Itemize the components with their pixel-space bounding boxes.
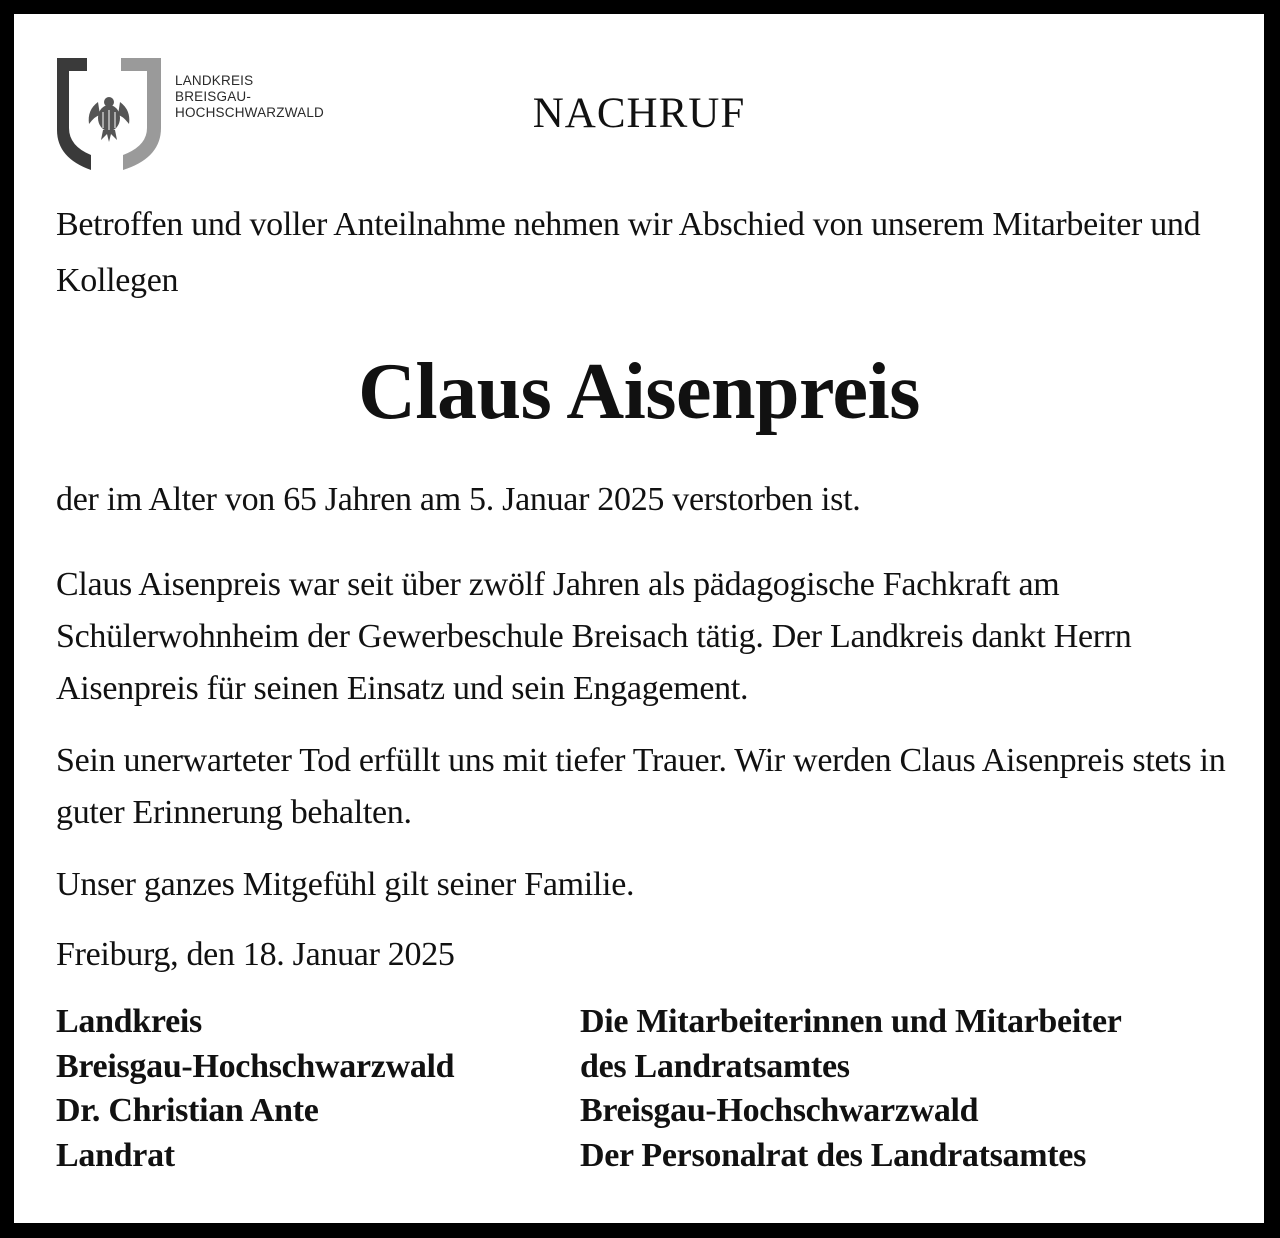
intro-text: Betroffen und voller Anteilnahme nehmen wir Abschied von unserem Mitarbeiter und Kollegen [56, 206, 1201, 299]
signature-right-line-2: des Landratsamtes [580, 1047, 850, 1085]
page-title: NACHRUF [532, 90, 746, 137]
career-paragraph: Claus Aisenpreis war seit über zwölf Jahren als pädagogische Fachkraft am Schülerwohnheim der Gewerbeschule Breisach tätig. Der Landkreis dankt Herrn Aisenpreis für seinen Einsatz und sein Engagement. [56, 566, 1132, 707]
grief-paragraph: Sein unerwarteter Tod erfüllt uns mit tiefer Trauer. Wir werden Claus Aisenpreis stets in guter Erinnerung behalten. [56, 742, 1226, 831]
signature-left-line-1: Landkreis [56, 1003, 202, 1040]
signature-left-line-2: Breisgau-Hochschwarzwald [56, 1047, 455, 1085]
signature-right-line-1: Die Mitarbeiterinnen und Mitarbeiter [580, 1003, 1122, 1040]
place-date: Freiburg, den 18. Januar 2025 [56, 936, 455, 973]
signature-block-left [56, 1000, 454, 1178]
signature-left-line-4: Landrat [56, 1136, 175, 1174]
signature-right-line-3: Breisgau-Hochschwarzwald [580, 1092, 979, 1129]
sympathy-paragraph: Unser ganzes Mitgefühl gilt seiner Familie. [56, 866, 635, 903]
age-death-text: der im Alter von 65 Jahren am 5. Januar 2025 verstorben ist. [56, 481, 861, 518]
signature-block-right [580, 1000, 1122, 1178]
deceased-name: Claus Aisenpreis [358, 348, 920, 436]
obituary-notice [14, 14, 1264, 1223]
logo-line-2: BREISGAU- [175, 89, 252, 104]
signature-left-line-3: Dr. Christian Ante [56, 1092, 319, 1129]
logo-line-3: HOCHSCHWARZWALD [175, 105, 324, 120]
logo-line-1: LANDKREIS [175, 73, 254, 88]
signature-right-line-4: Der Personalrat des Landratsamtes [580, 1136, 1087, 1174]
